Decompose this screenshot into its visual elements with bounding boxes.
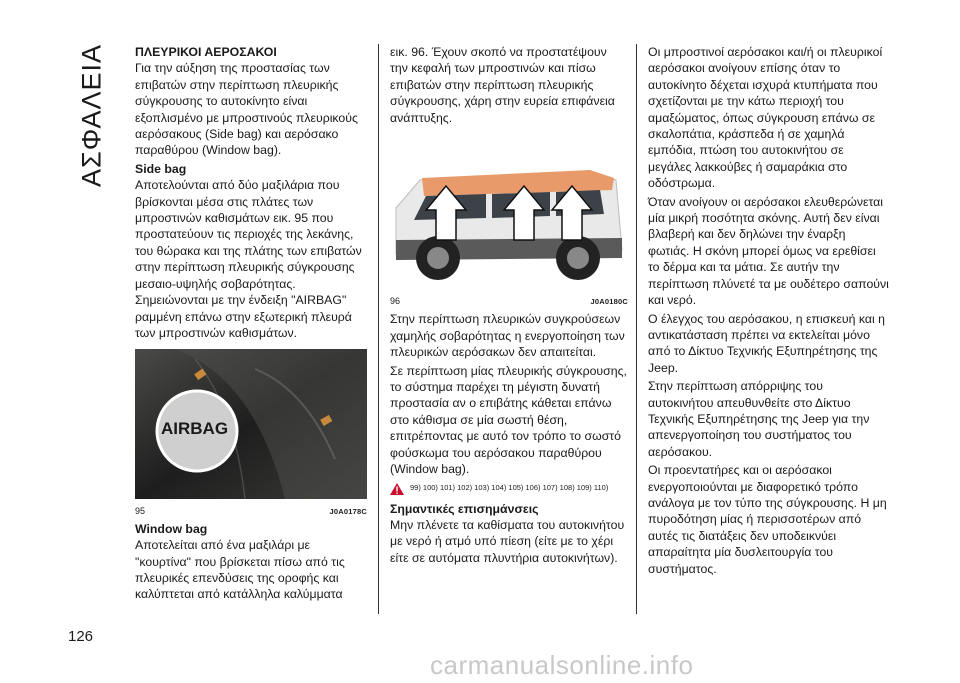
figure-code: J0A0180C: [590, 297, 628, 307]
column-3: [648, 44, 890, 579]
figure-number: 95: [135, 505, 146, 516]
page-number: 126: [68, 628, 94, 645]
figure-number: 96: [390, 296, 401, 307]
figure-caption: [390, 296, 628, 307]
paragraph-pretensioners: Οι προεντατήρες και οι αερόσακοι ενεργοποιούνται με διαφορετικό τρόπο ανάλογα με τον τύπο της σύγκρουσης. Η μη πυροδότηση μίας ή περισσοτέρων από αυτές τις διατάξεις δεν υποδεικνύει απαραίτητα μία δυσλειτουργία του συστήματος.: [648, 463, 887, 576]
side-bag-paragraph: Αποτελούνται από δύο μαξιλάρια που βρίσκονται μέσα στις πλάτες των μπροστινών καθισμάτων εικ. 95 που προστατεύουν τις περιοχές της λεκάνης, του θώρακα και της πλάτης των επιβατών στην περίπτωση πλευρικής σύγκρουσης μεσαιο-υψηλής σοβαρότητας. Σημειώνονται με την ένδειξη "AIRBAG" ραμμένη επάνω στην εξωτερική πλευρά των μπροστινών καθισμάτων.: [135, 178, 362, 340]
paragraph-side-impact: Σε περίπτωση μίας πλευρικής σύγκρουσης, το σύστημα παρέχει τη μέγιστη δυνατή προστασία αν ο επιβάτης κάθεται επάνω στο κάθισμα σε μία σωστή θέση, επιτρέποντας με αυτό τον τρόπο το σωστό φούσκωμα του αερόσακου παραθύρου (Window bag).: [390, 363, 627, 477]
intro-paragraph: Για την αύξηση της προστασίας των επιβατών στην περίπτωση πλευρικής σύγκρουσης το αυτοκίνητο είναι εξοπλισμένο με μπροστινούς πλευρικούς αερόσακους (Side bag) και αερόσακο παραθύρου (Window bag).: [135, 61, 358, 158]
figure-code: J0A0178C: [329, 506, 367, 516]
car-window-bag-image: [390, 140, 628, 290]
watermark: carmanualsonline.info: [430, 650, 694, 680]
notes-heading: Σημαντικές επισημάνσεις: [390, 501, 539, 516]
paragraph-dust: Όταν ανοίγουν οι αερόσακοι ελευθερώνεται μία μικρή ποσότητα σκόνης. Αυτή δεν είναι βλαβερή και δεν δηλώνει την έναρξη φωτιάς. Η σκόνη μπορεί όμως να ερεθίσει το δέρμα και τα μάτια. Σε αυτήν την περίπτωση πλύνετέ τα με ουδέτερο σαπούνι και νερό.: [648, 194, 889, 308]
section-heading: ΠΛΕΥΡΙΚΟΙ ΑΕΡΟΣΑΚΟΙ: [135, 45, 277, 59]
column-2: [390, 44, 628, 568]
paragraph-disposal: Στην περίπτωση απόρριψης του αυτοκινήτου απευθυνθείτε στο Δίκτυο Τεχνικής Εξυπηρέτησης της Jeep για την απενεργοποίηση του συστήματος του αερόσακου.: [648, 379, 870, 459]
notes-paragraph: Μην πλένετε τα καθίσματα του αυτοκινήτου με νερό ή ατμό υπό πίεση (είτε με το χέρι είτε σε αυτόματα πλυντήρια αυτοκινήτων).: [390, 517, 625, 565]
paragraph-underbody: Οι μπροστινοί αερόσακοι και/ή οι πλευρικοί αερόσακοι ανοίγουν επίσης όταν το αυτοκίνητο δέχεται ισχυρά κτυπήματα που σχετίζονται με την κάτω περιοχή του αμαξώματος, όπως σύγκρουση επάνω σε σκαλοπάτια, κράσπεδα ή σε χαμηλά εμπόδια, πτώση του αυτοκινήτου σε μεγάλες λακκούβες ή σαμαράκια στο οδόστρωμα.: [648, 45, 883, 191]
warning-refs-text: 99) 100) 101) 102) 103) 104) 105) 106) 107) 108) 109) 110): [410, 482, 609, 492]
warning-references: [390, 482, 628, 495]
side-bag-heading: Side bag: [135, 161, 187, 176]
warning-icon: [390, 483, 404, 495]
figure-96: [390, 140, 628, 307]
continued-paragraph: εικ. 96. Έχουν σκοπό να προστατέψουν την κεφαλή των μπροστινών και πίσω επιβατών στην περίπτωση πλευρικής σύγκρουσης, χάρη στην ευρεία επιφάνεια ανάπτυξης.: [390, 45, 615, 125]
column-divider: [636, 44, 637, 614]
figure-caption: [135, 506, 367, 517]
window-bag-heading: Window bag: [135, 521, 208, 536]
figure-95: [135, 349, 367, 516]
column-1: [135, 44, 367, 605]
paragraph-service: Ο έλεγχος του αερόσακου, η επισκευή και η αντικατάσταση πρέπει να εκτελείται μόνο από το Δίκτυο Τεχνικής Εξυπηρέτησης της Jeep.: [648, 311, 885, 375]
paragraph-low-severity: Στην περίπτωση πλευρικών συγκρούσεων χαμηλής σοβαρότητας η ενεργοποίηση των πλευρικών αερόσακων δεν απαιτείται.: [390, 312, 625, 360]
airbag-label: AIRBAG: [161, 419, 229, 439]
section-title: ΑΣΦΑΛΕΙΑ: [76, 43, 107, 187]
column-divider: [378, 44, 379, 614]
window-bag-paragraph: Αποτελείται από ένα μαξιλάρι με "κουρτίνα" που βρίσκεται πίσω από τις πλευρικές επενδύσεις της οροφής και καλύπτεται από κατάλληλα καλύμματα: [135, 538, 345, 602]
